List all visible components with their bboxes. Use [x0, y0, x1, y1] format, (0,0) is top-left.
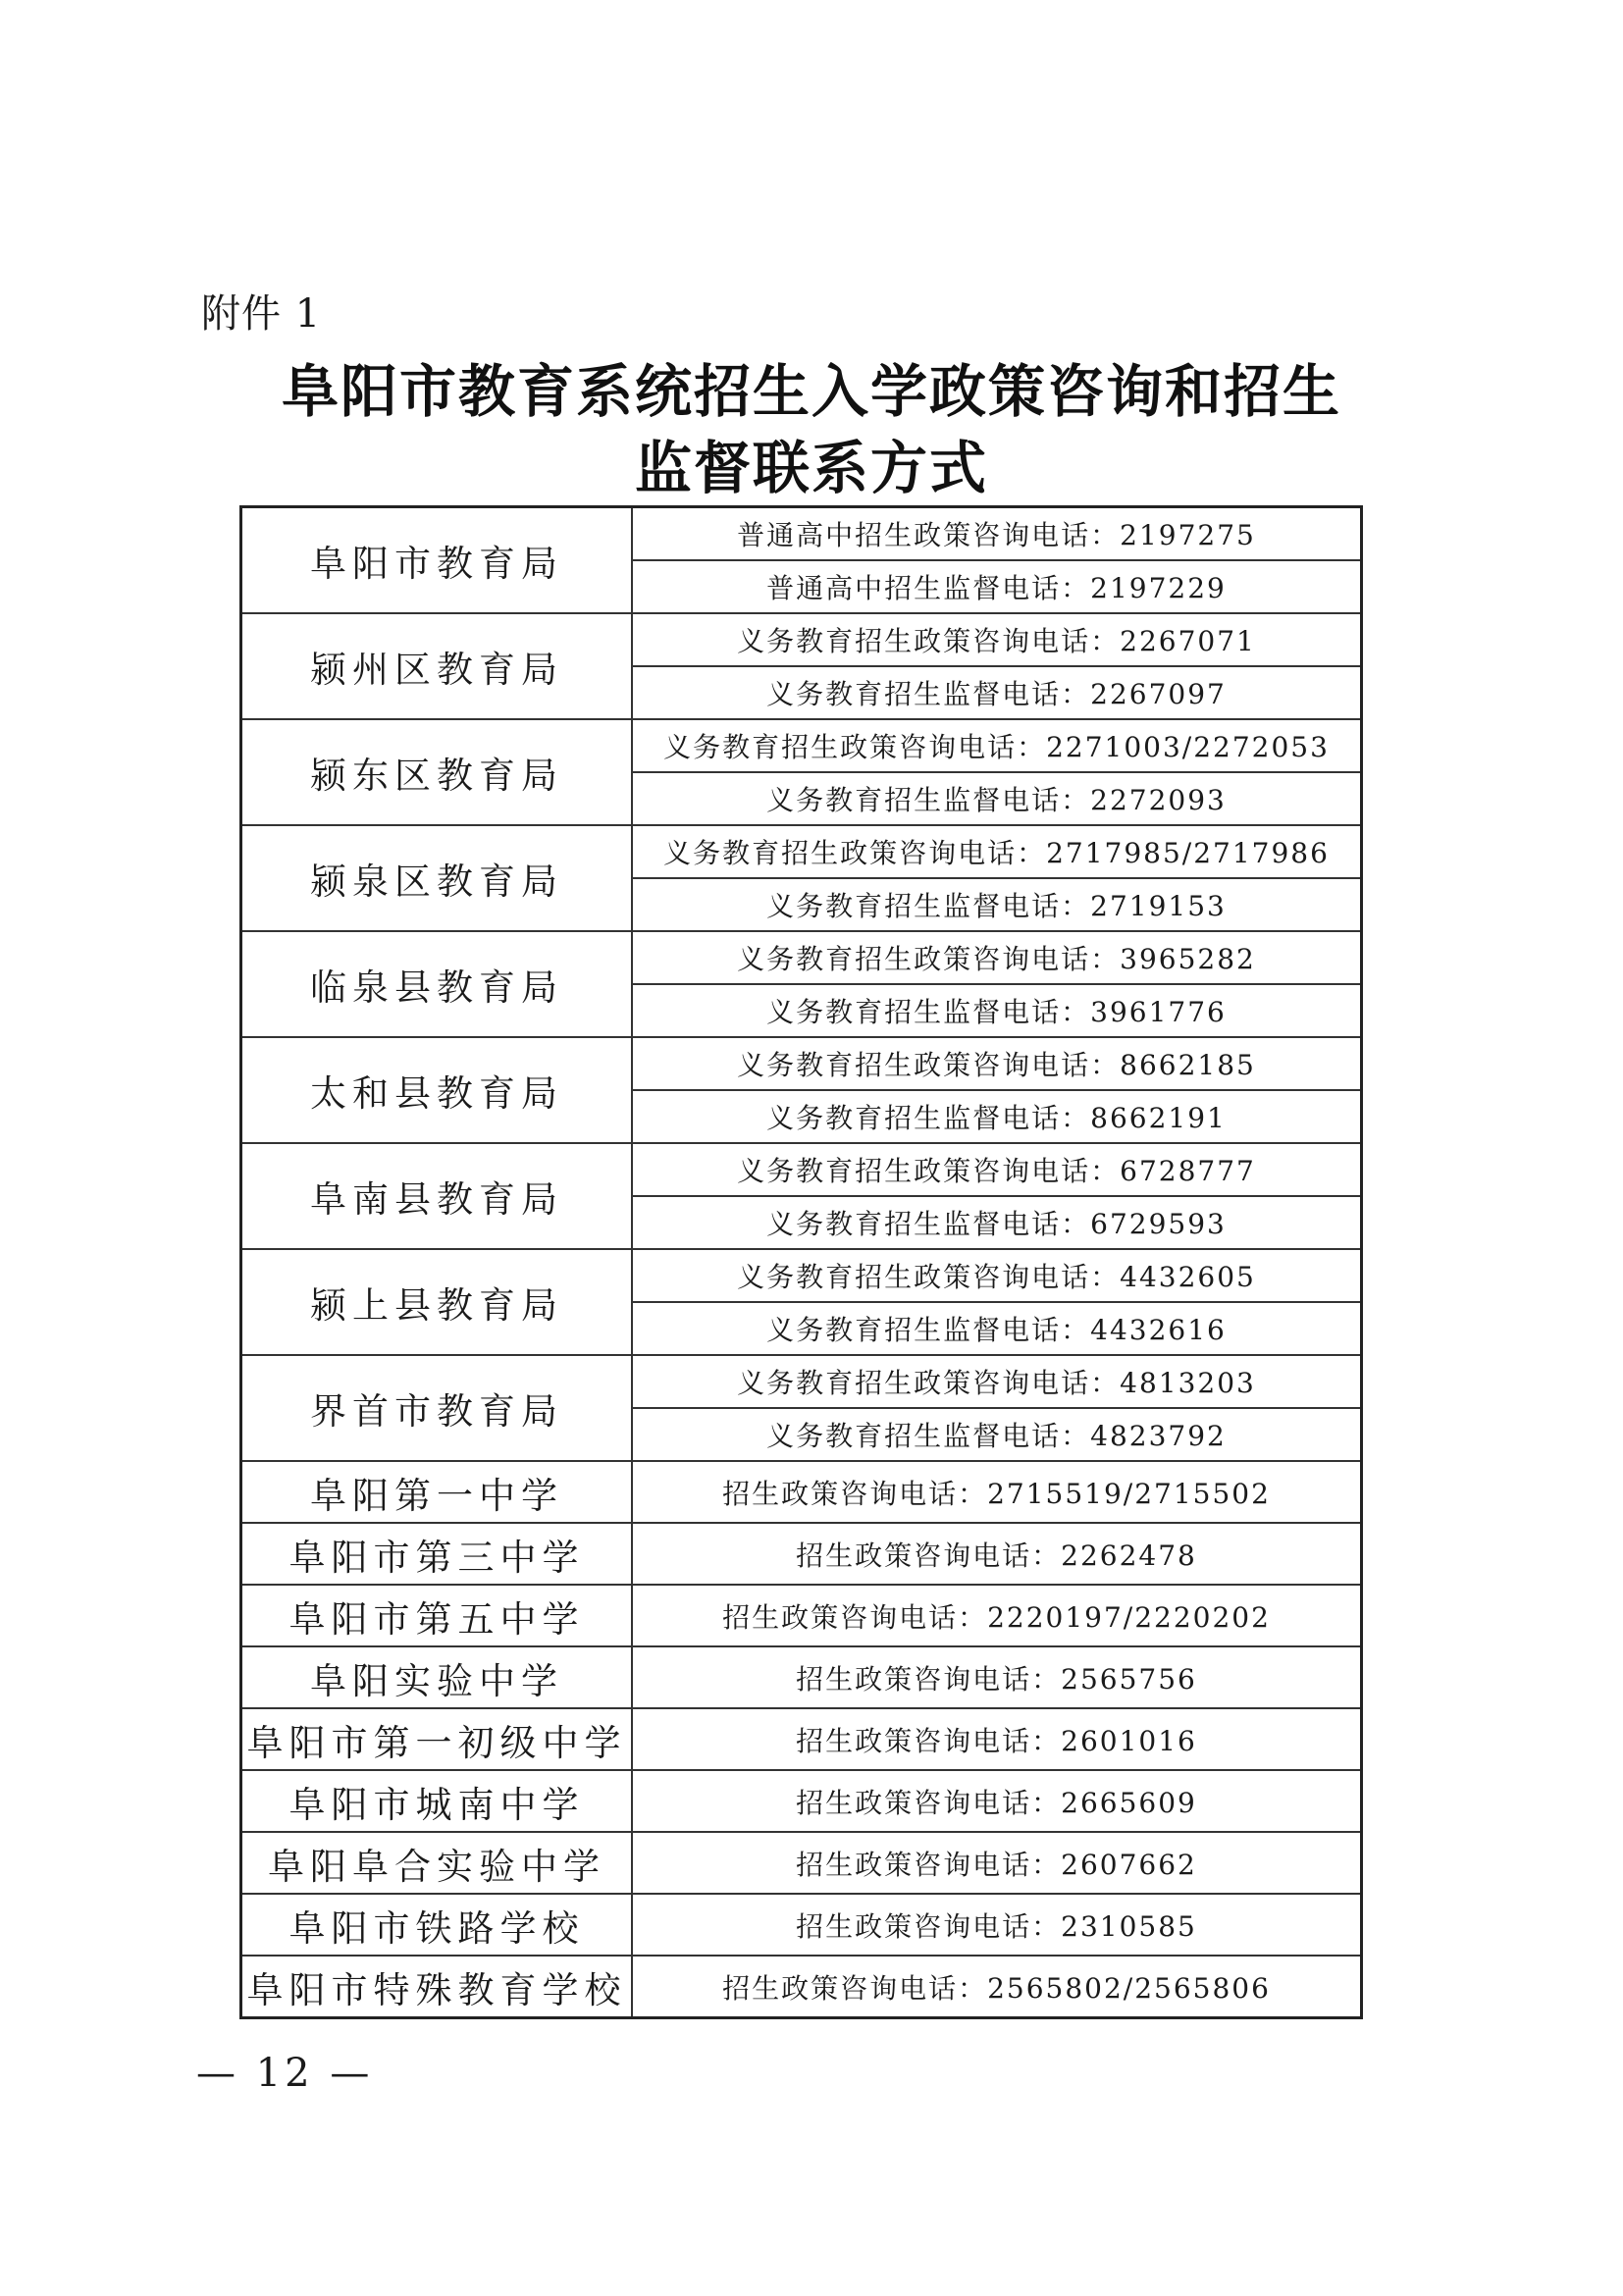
table-row: [241, 719, 1362, 772]
phone-cell: 义务教育招生监督电话：6729593: [632, 1196, 1362, 1249]
table-row: [241, 1461, 1362, 1523]
document-title-line-1: 阜阳市教育系统招生入学政策咨询和招生: [281, 358, 1341, 425]
phone-cell: 义务教育招生监督电话：4823792: [632, 1408, 1362, 1461]
phone-cell: 义务教育招生政策咨询电话：4813203: [632, 1355, 1362, 1408]
unit-name-cell: 阜阳市教育局: [241, 507, 633, 614]
phone-cell: 义务教育招生监督电话：4432616: [632, 1302, 1362, 1355]
phone-cell: 普通高中招生监督电话：2197229: [632, 560, 1362, 613]
unit-name-cell: 颍州区教育局: [241, 613, 633, 719]
table-row: [241, 1523, 1362, 1585]
table-row: [241, 1832, 1362, 1894]
unit-name-cell: 界首市教育局: [241, 1355, 633, 1461]
phone-cell: 义务教育招生政策咨询电话：2717985/2717986: [632, 825, 1362, 878]
table-row: [241, 1646, 1362, 1708]
phone-cell: 招生政策咨询电话：2607662: [632, 1832, 1362, 1894]
unit-name-cell: 阜阳市特殊教育学校: [241, 1956, 633, 2018]
unit-name-cell: 阜阳第一中学: [241, 1461, 633, 1523]
unit-name-cell: 阜南县教育局: [241, 1143, 633, 1249]
phone-cell: 义务教育招生监督电话：2272093: [632, 772, 1362, 825]
unit-name-cell: 颍上县教育局: [241, 1249, 633, 1355]
phone-cell: 普通高中招生政策咨询电话：2197275: [632, 507, 1362, 561]
table-row: [241, 507, 1362, 561]
table-row: [241, 825, 1362, 878]
table-row: [241, 1355, 1362, 1408]
phone-cell: 义务教育招生政策咨询电话：6728777: [632, 1143, 1362, 1196]
table-row: [241, 1770, 1362, 1832]
table-row: [241, 613, 1362, 666]
phone-cell: 招生政策咨询电话：2565756: [632, 1646, 1362, 1708]
table-row: [241, 1956, 1362, 2018]
unit-name-cell: 颍东区教育局: [241, 719, 633, 825]
table-row: [241, 1894, 1362, 1956]
table-row: [241, 1249, 1362, 1302]
phone-cell: 招生政策咨询电话：2601016: [632, 1708, 1362, 1770]
phone-cell: 义务教育招生政策咨询电话：4432605: [632, 1249, 1362, 1302]
phone-cell: 义务教育招生政策咨询电话：2267071: [632, 613, 1362, 666]
table-row: [241, 1037, 1362, 1090]
unit-name-cell: 阜阳阜合实验中学: [241, 1832, 633, 1894]
table-row: [241, 931, 1362, 984]
phone-cell: 义务教育招生政策咨询电话：8662185: [632, 1037, 1362, 1090]
unit-name-cell: 太和县教育局: [241, 1037, 633, 1143]
phone-cell: 招生政策咨询电话：2310585: [632, 1894, 1362, 1956]
table-row: [241, 1708, 1362, 1770]
table-row: [241, 1143, 1362, 1196]
phone-cell: 招生政策咨询电话：2665609: [632, 1770, 1362, 1832]
phone-cell: 招生政策咨询电话：2715519/2715502: [632, 1461, 1362, 1523]
document-title-line-2: 监督联系方式: [634, 435, 988, 501]
page-number: — 12 —: [196, 2051, 374, 2096]
phone-cell: 义务教育招生政策咨询电话：3965282: [632, 931, 1362, 984]
phone-cell: 招生政策咨询电话：2565802/2565806: [632, 1956, 1362, 2018]
table-row: [241, 1585, 1362, 1646]
unit-name-cell: 阜阳市第一初级中学: [241, 1708, 633, 1770]
unit-name-cell: 阜阳实验中学: [241, 1646, 633, 1708]
phone-cell: 义务教育招生政策咨询电话：2271003/2272053: [632, 719, 1362, 772]
unit-name-cell: 阜阳市铁路学校: [241, 1894, 633, 1956]
unit-name-cell: 临泉县教育局: [241, 931, 633, 1037]
phone-cell: 义务教育招生监督电话：2719153: [632, 878, 1362, 931]
unit-name-cell: 阜阳市城南中学: [241, 1770, 633, 1832]
phone-cell: 招生政策咨询电话：2262478: [632, 1523, 1362, 1585]
contact-table: [239, 505, 1363, 2019]
phone-cell: 义务教育招生监督电话：2267097: [632, 666, 1362, 719]
phone-cell: 义务教育招生监督电话：3961776: [632, 984, 1362, 1037]
contact-table-body: [241, 507, 1362, 2018]
unit-name-cell: 阜阳市第五中学: [241, 1585, 633, 1646]
unit-name-cell: 颍泉区教育局: [241, 825, 633, 931]
unit-name-cell: 阜阳市第三中学: [241, 1523, 633, 1585]
phone-cell: 招生政策咨询电话：2220197/2220202: [632, 1585, 1362, 1646]
phone-cell: 义务教育招生监督电话：8662191: [632, 1090, 1362, 1143]
attachment-label: 附件 1: [201, 291, 322, 337]
